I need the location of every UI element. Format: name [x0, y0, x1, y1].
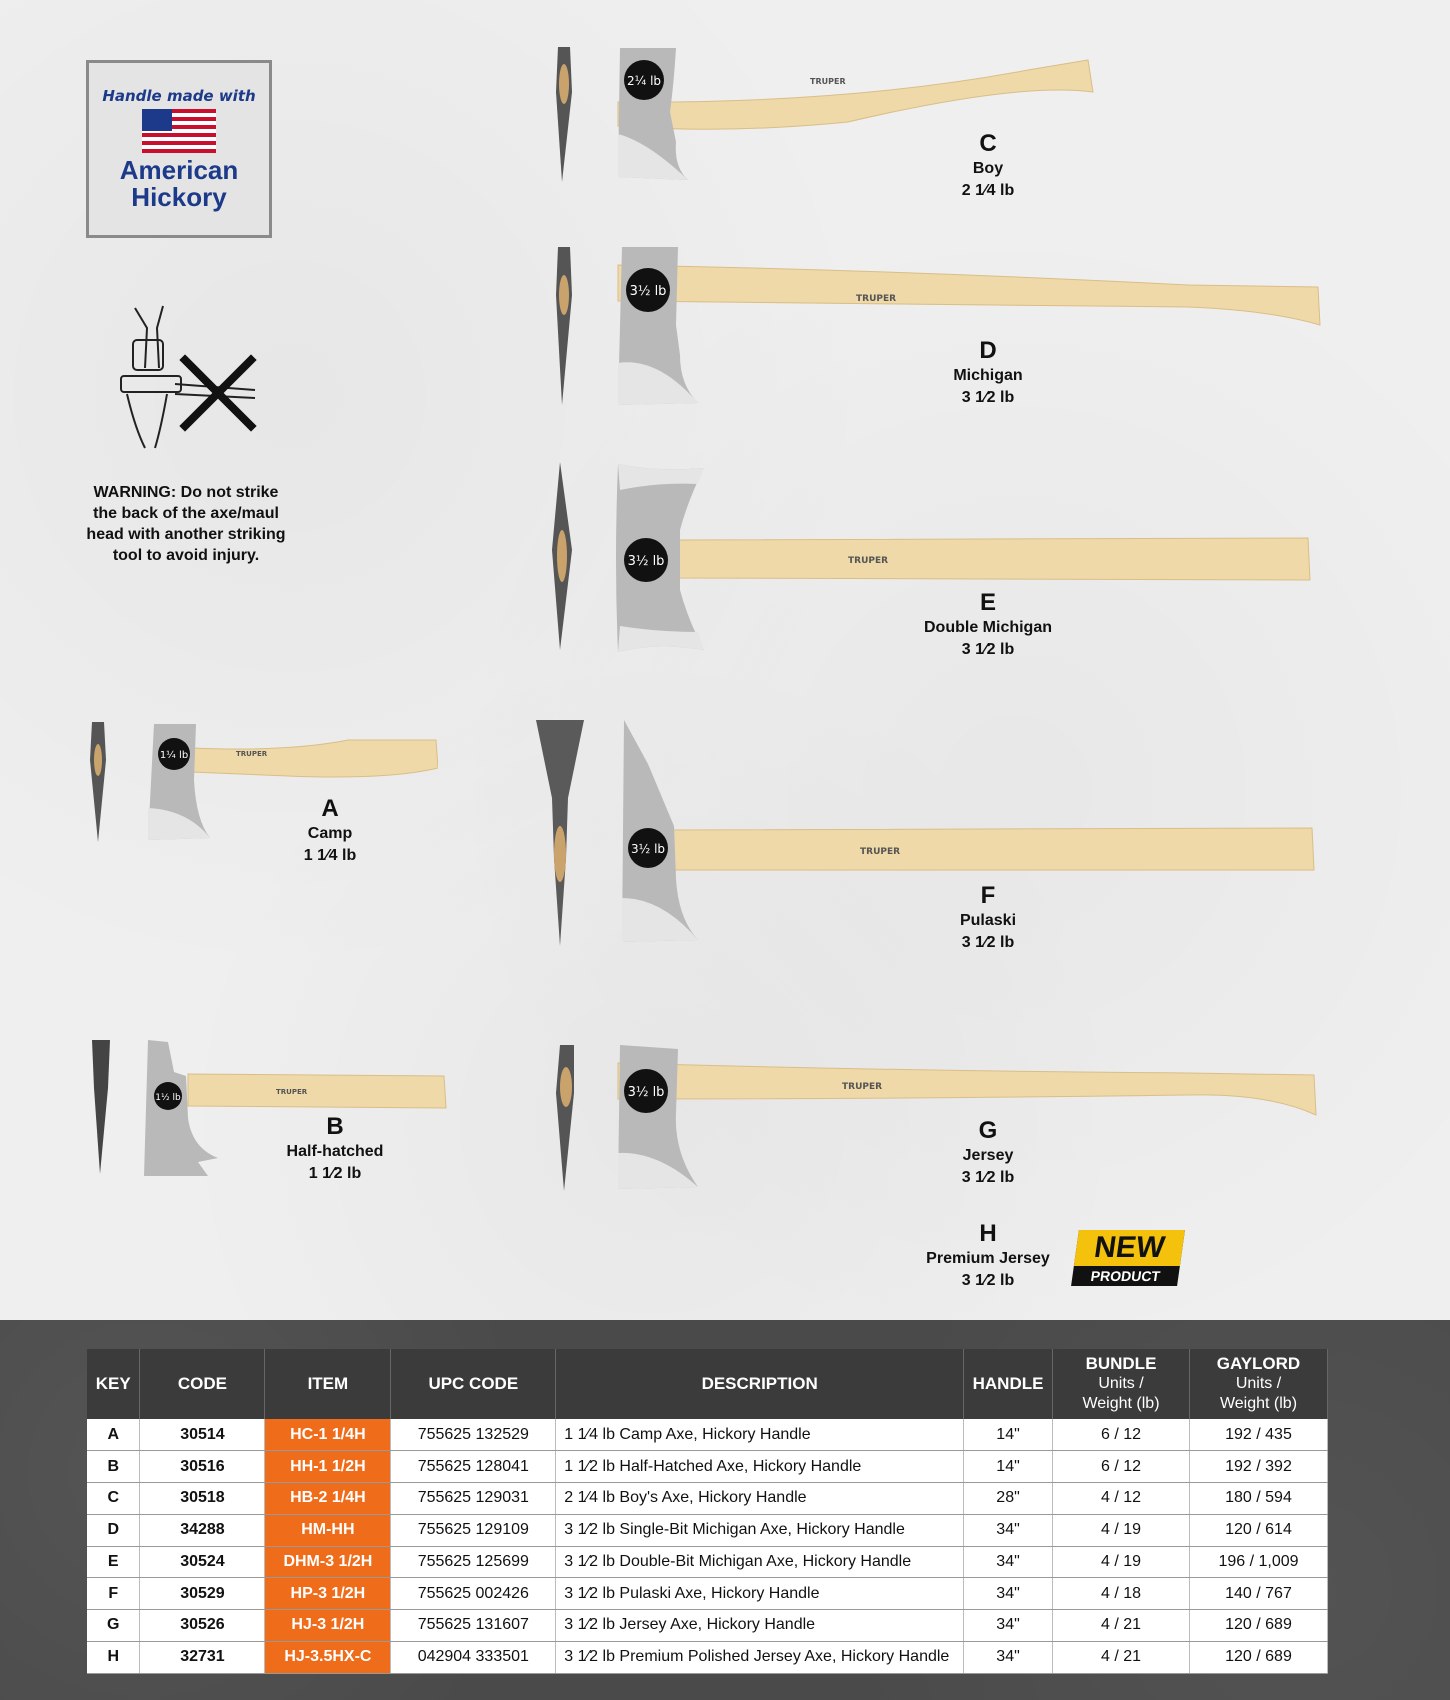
cell-upc: 755625 128041	[391, 1451, 556, 1483]
cell-upc: 755625 132529	[391, 1419, 556, 1451]
cell-bundle: 4 / 21	[1053, 1610, 1190, 1642]
cell-item: HB-2 1/4H	[265, 1483, 391, 1515]
tool-label-f	[888, 882, 1088, 954]
cell-handle: 14"	[964, 1451, 1053, 1483]
table-row	[87, 1483, 1328, 1515]
warning-text: WARNING: Do not strike the back of the axe/maul head with another striking tool to avoid injury.	[86, 484, 286, 564]
cell-gaylord: 140 / 767	[1189, 1578, 1327, 1610]
cell-gaylord: 192 / 435	[1189, 1419, 1327, 1451]
cell-gaylord: 120 / 689	[1189, 1641, 1327, 1673]
cell-handle: 34"	[964, 1641, 1053, 1673]
cell-gaylord: 196 / 1,009	[1189, 1546, 1327, 1578]
tool-label-e	[888, 589, 1088, 661]
header-description: DESCRIPTION	[556, 1349, 964, 1419]
tool-key: H	[979, 1220, 997, 1247]
cell-key: C	[87, 1483, 140, 1515]
double-michigan-handle-brand: TRUPER	[848, 556, 889, 566]
cell-upc: 755625 129031	[391, 1483, 556, 1515]
boy-head-label: 2¼ lb	[626, 74, 662, 88]
tool-key: A	[321, 795, 339, 822]
cell-bundle: 6 / 12	[1053, 1419, 1190, 1451]
cell-key: G	[87, 1610, 140, 1642]
michigan-head-label: 3½ lb	[629, 284, 667, 299]
half-hatched-head-label: 1½ lb	[155, 1093, 181, 1103]
cell-description: 3 1⁄2 lb Double-Bit Michigan Axe, Hickory Handle	[556, 1546, 964, 1578]
tool-label-g	[888, 1117, 1088, 1189]
half-hatched-handle-brand: TRUPER	[276, 1088, 308, 1096]
cell-gaylord: 120 / 614	[1189, 1514, 1327, 1546]
badge-arc-text: Handle made with	[102, 87, 256, 105]
badge-line-1: American	[119, 155, 239, 185]
tool-name: Camp	[307, 825, 353, 842]
header-code: CODE	[140, 1349, 265, 1419]
header-gaylord-sub-2: Weight (lb)	[1219, 1395, 1298, 1412]
tool-key: B	[326, 1113, 344, 1140]
tool-label-d	[888, 337, 1088, 409]
cell-upc: 755625 131607	[391, 1610, 556, 1642]
header-handle: HANDLE	[964, 1349, 1053, 1419]
cell-code: 30514	[140, 1419, 265, 1451]
tool-key: E	[979, 589, 996, 616]
header-gaylord-sub-1: Units /	[1235, 1375, 1282, 1392]
tool-key: G	[978, 1117, 998, 1144]
no-strike-warning-icon	[105, 298, 265, 458]
header-bundle-sub-2: Weight (lb)	[1082, 1395, 1160, 1412]
cell-description: 3 1⁄2 lb Jersey Axe, Hickory Handle	[556, 1610, 964, 1642]
cell-item: HC-1 1/4H	[265, 1419, 391, 1451]
cell-code: 30524	[140, 1546, 265, 1578]
cell-item: HP-3 1/2H	[265, 1578, 391, 1610]
cell-handle: 28"	[964, 1483, 1053, 1515]
american-hickory-badge	[86, 60, 272, 238]
tool-weight: 3 1⁄2 lb	[961, 389, 1015, 406]
cell-upc: 755625 002426	[391, 1578, 556, 1610]
tool-weight: 1 1⁄4 lb	[303, 847, 357, 864]
header-item: ITEM	[265, 1349, 391, 1419]
us-flag-icon	[142, 109, 216, 153]
header-gaylord	[1189, 1349, 1327, 1419]
cell-handle: 34"	[964, 1514, 1053, 1546]
cell-key: F	[87, 1578, 140, 1610]
tool-label-a	[230, 795, 430, 867]
tool-key: C	[979, 130, 997, 157]
header-upc: UPC CODE	[391, 1349, 556, 1419]
tool-key: F	[980, 882, 996, 909]
michigan-handle-brand: TRUPER	[856, 294, 897, 304]
table-row	[87, 1610, 1328, 1642]
badge-line-2: Hickory	[131, 182, 227, 212]
table-row	[87, 1578, 1328, 1610]
cell-description: 2 1⁄4 lb Boy's Axe, Hickory Handle	[556, 1483, 964, 1515]
cell-key: D	[87, 1514, 140, 1546]
tool-label-h	[888, 1220, 1088, 1292]
cell-bundle: 4 / 19	[1053, 1514, 1190, 1546]
cell-gaylord: 120 / 689	[1189, 1610, 1327, 1642]
tool-key: D	[979, 337, 997, 364]
header-key: KEY	[87, 1349, 140, 1419]
cell-upc: 755625 125699	[391, 1546, 556, 1578]
cell-code: 30526	[140, 1610, 265, 1642]
cell-bundle: 4 / 19	[1053, 1546, 1190, 1578]
cell-description: 1 1⁄2 lb Half-Hatched Axe, Hickory Handle	[556, 1451, 964, 1483]
cell-item: HJ-3.5HX-C	[265, 1641, 391, 1673]
tool-weight: 3 1⁄2 lb	[961, 1169, 1015, 1186]
tool-weight: 2 1⁄4 lb	[961, 182, 1015, 199]
cell-key: H	[87, 1641, 140, 1673]
tool-label-b	[235, 1113, 435, 1185]
tool-weight: 1 1⁄2 lb	[308, 1165, 362, 1182]
header-bundle-title: BUNDLE	[1085, 1354, 1157, 1373]
table-row	[87, 1546, 1328, 1578]
new-badge-line-2: PRODUCT	[1089, 1268, 1162, 1284]
pulaski-head-label: 3½ lb	[630, 842, 666, 856]
cell-gaylord: 192 / 392	[1189, 1451, 1327, 1483]
cell-bundle: 4 / 18	[1053, 1578, 1190, 1610]
cell-item: DHM-3 1/2H	[265, 1546, 391, 1578]
cell-upc: 755625 129109	[391, 1514, 556, 1546]
table-row	[87, 1419, 1328, 1451]
cell-code: 30518	[140, 1483, 265, 1515]
table-header-row	[87, 1349, 1328, 1419]
table-row	[87, 1641, 1328, 1673]
jersey-head-label: 3½ lb	[627, 1085, 665, 1100]
spec-table	[87, 1349, 1328, 1674]
cell-key: A	[87, 1419, 140, 1451]
cell-handle: 34"	[964, 1546, 1053, 1578]
cell-code: 30516	[140, 1451, 265, 1483]
cell-item: HM-HH	[265, 1514, 391, 1546]
cell-key: E	[87, 1546, 140, 1578]
cell-item: HH-1 1/2H	[265, 1451, 391, 1483]
cell-code: 30529	[140, 1578, 265, 1610]
cell-gaylord: 180 / 594	[1189, 1483, 1327, 1515]
table-row	[87, 1451, 1328, 1483]
cell-handle: 14"	[964, 1419, 1053, 1451]
tool-label-c	[888, 130, 1088, 202]
cell-upc: 042904 333501	[391, 1641, 556, 1673]
cell-item: HJ-3 1/2H	[265, 1610, 391, 1642]
cell-bundle: 4 / 12	[1053, 1483, 1190, 1515]
header-bundle-sub-1: Units /	[1098, 1375, 1144, 1392]
cell-description: 3 1⁄2 lb Premium Polished Jersey Axe, Hickory Handle	[556, 1641, 964, 1673]
tool-weight: 3 1⁄2 lb	[961, 934, 1015, 951]
camp-handle-brand: TRUPER	[236, 750, 268, 758]
double-michigan-head-label: 3½ lb	[627, 554, 665, 569]
tool-name: Jersey	[962, 1147, 1014, 1164]
cell-description: 3 1⁄2 lb Single-Bit Michigan Axe, Hickory Handle	[556, 1514, 964, 1546]
tool-name: Pulaski	[959, 912, 1017, 929]
cell-handle: 34"	[964, 1578, 1053, 1610]
cell-description: 3 1⁄2 lb Pulaski Axe, Hickory Handle	[556, 1578, 964, 1610]
tool-name: Double Michigan	[924, 619, 1052, 636]
tool-name: Premium Jersey	[926, 1250, 1050, 1267]
cell-code: 34288	[140, 1514, 265, 1546]
cell-bundle: 6 / 12	[1053, 1451, 1190, 1483]
tool-name: Half-hatched	[286, 1143, 384, 1160]
header-bundle	[1053, 1349, 1190, 1419]
tool-weight: 3 1⁄2 lb	[961, 641, 1015, 658]
tool-name: Michigan	[953, 367, 1023, 384]
camp-head-label: 1¼ lb	[159, 750, 189, 761]
tool-name: Boy	[972, 160, 1004, 177]
new-badge-line-1: NEW	[1074, 1230, 1185, 1266]
tool-weight: 3 1⁄2 lb	[961, 1272, 1015, 1289]
cell-handle: 34"	[964, 1610, 1053, 1642]
table-row	[87, 1514, 1328, 1546]
cell-bundle: 4 / 21	[1053, 1641, 1190, 1673]
header-gaylord-title: GAYLORD	[1216, 1354, 1301, 1373]
pulaski-handle-brand: TRUPER	[860, 847, 901, 857]
cell-code: 32731	[140, 1641, 265, 1673]
cell-key: B	[87, 1451, 140, 1483]
jersey-handle-brand: TRUPER	[842, 1082, 883, 1092]
boy-handle-brand: TRUPER	[810, 77, 846, 86]
cell-description: 1 1⁄4 lb Camp Axe, Hickory Handle	[556, 1419, 964, 1451]
new-product-badge	[1071, 1230, 1185, 1286]
